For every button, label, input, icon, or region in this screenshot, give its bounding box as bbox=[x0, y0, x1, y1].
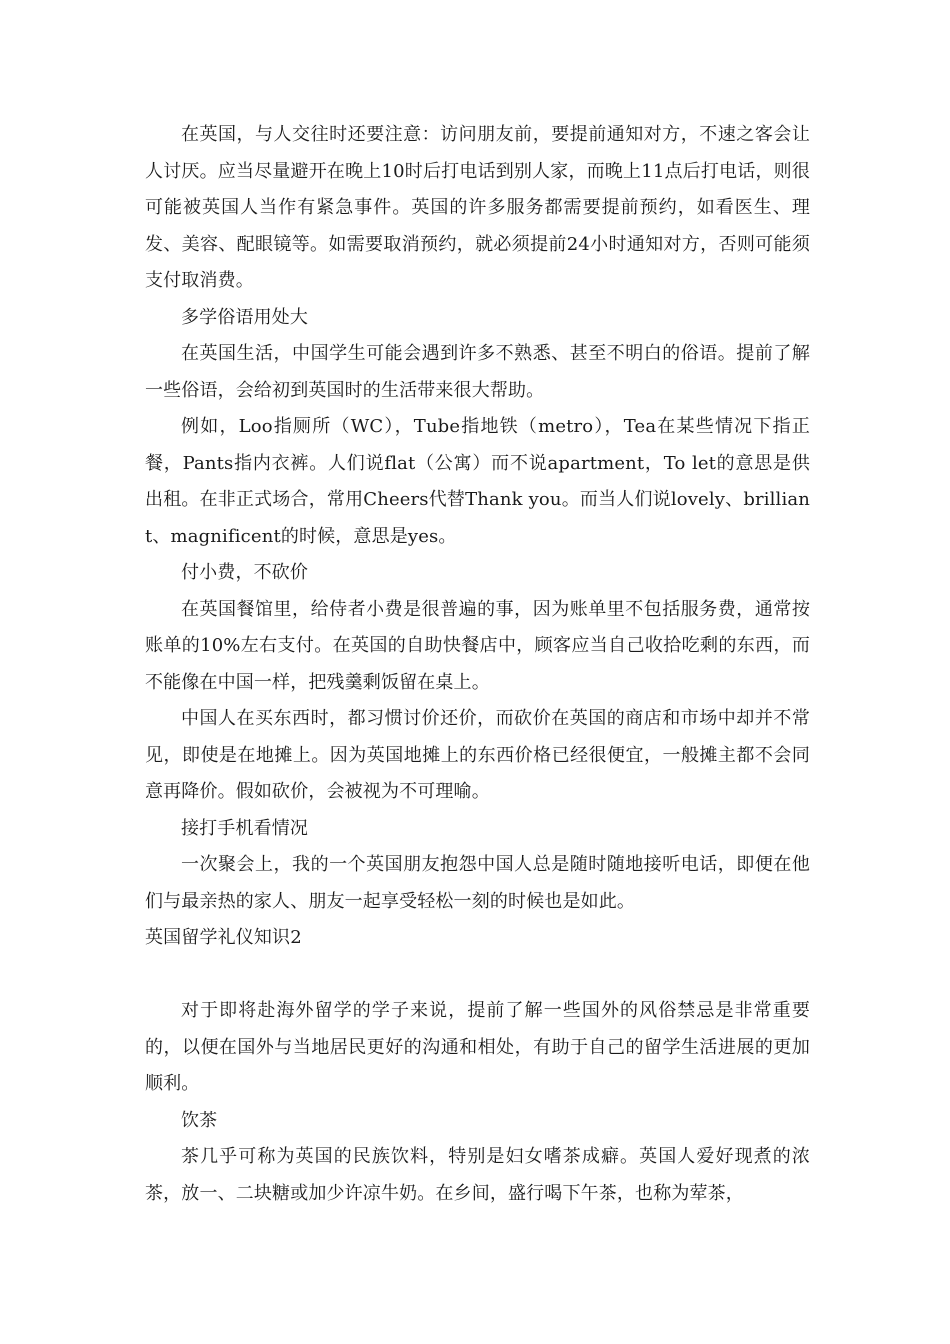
paragraph-slang-examples: 例如，Loo指厕所（WC），Tube指地铁（metro），Tea在某些情况下指正餐，Pants指内衣裤。人们说flat（公寓）而不说apartment，To let的意思是供出租。在非正式场合，常用Cheers代替Thank you。而当人们说lovely、brilliant、magnificent的时候，意思是yes。 bbox=[145, 416, 810, 547]
heading-tea: 饮茶 bbox=[181, 1109, 218, 1131]
heading-tips: 付小费，不砍价 bbox=[181, 562, 309, 583]
paragraph-bargaining: 中国人在买东西时，都习惯讨价还价，而砍价在英国的商店和市场中却并不常见，即使是在地摊上。因为英国地摊上的东西价格已经很便宜，一般摊主都不会同意再降价。假如砍价，会被视为不可理喻。 bbox=[145, 708, 810, 802]
heading-slang: 多学俗语用处大 bbox=[181, 306, 309, 328]
paragraph-tips: 在英国餐馆里，给侍者小费是很普遍的事，因为账单里不包括服务费，通常按账单的10%左右支付。在英国的自助快餐店中，顾客应当自己收拾吃剩的东西，而不能像在中国一样，把残羹剩饭留在桌上。 bbox=[145, 598, 810, 693]
document-body bbox=[145, 117, 810, 1212]
section-spacer bbox=[145, 957, 810, 994]
section-title-2: 英国留学礼仪知识2 bbox=[145, 927, 302, 948]
heading-phone: 接打手机看情况 bbox=[181, 817, 309, 839]
paragraph-intro-2: 对于即将赴海外留学的学子来说，提前了解一些国外的风俗禁忌是非常重要的，以便在国外与当地居民更好的沟通和相处，有助于自己的留学生活进展的更加顺利。 bbox=[145, 1000, 810, 1094]
paragraph-tea: 茶几乎可称为英国的民族饮料，特别是妇女嗜茶成癖。英国人爱好现煮的浓茶，放一、二块糖或加少许凉牛奶。在乡间，盛行喝下午茶，也称为荤茶， bbox=[145, 1146, 810, 1204]
paragraph-visiting-etiquette: 在英国，与人交往时还要注意：访问朋友前，要提前通知对方，不速之客会让人讨厌。应当尽量避开在晚上10时后打电话到别人家，而晚上11点后打电话，则很可能被英国人当作有紧急事件。英国的许多服务都需要提前预约，如看医生、理发、美容、配眼镜等。如需要取消预约，就必须提前24小时通知对方，否则可能须支付取消费。 bbox=[145, 124, 810, 291]
paragraph-slang-intro: 在英国生活，中国学生可能会遇到许多不熟悉、甚至不明白的俗语。提前了解一些俗语，会给初到英国时的生活带来很大帮助。 bbox=[145, 343, 810, 401]
paragraph-phone: 一次聚会上，我的一个英国朋友抱怨中国人总是随时随地接听电话，即便在他们与最亲热的家人、朋友一起享受轻松一刻的时候也是如此。 bbox=[145, 854, 810, 912]
